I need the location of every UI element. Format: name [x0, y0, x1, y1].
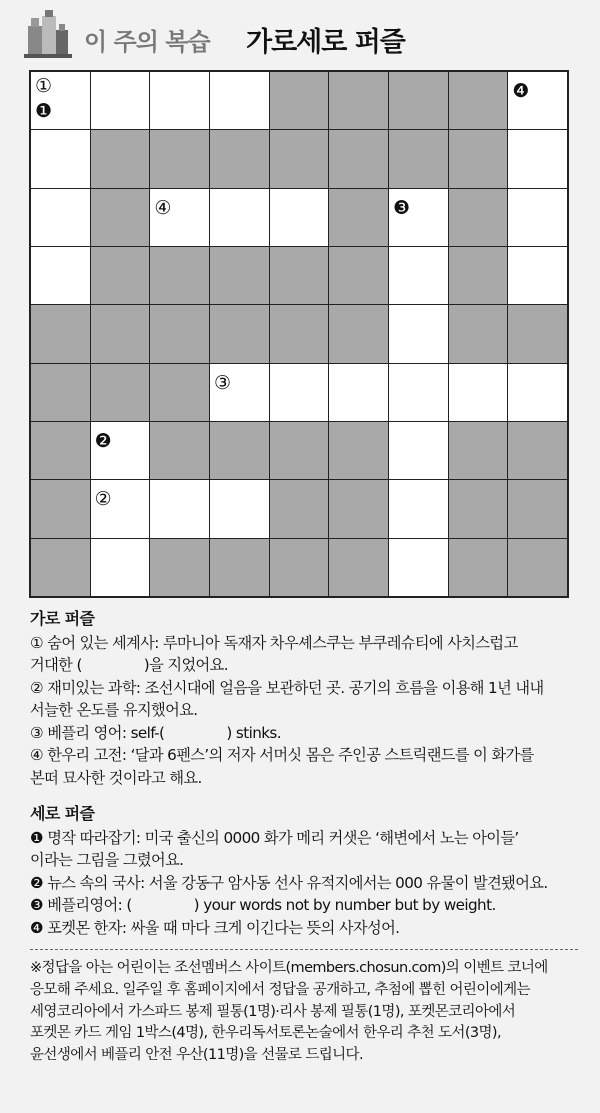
grid-cell-blocked: [91, 364, 150, 421]
clue-number-label: ①: [35, 75, 53, 97]
grid-cell-blocked: [449, 539, 508, 596]
grid-cell[interactable]: [91, 422, 150, 479]
grid-cell-blocked: [210, 305, 269, 362]
grid-cell-blocked: [508, 422, 567, 479]
grid-cell-blocked: [210, 539, 269, 596]
clue-text: ③ 베플리 영어: self-(: [30, 723, 165, 742]
grid-cell[interactable]: [270, 364, 329, 421]
grid-cell-blocked: [91, 189, 150, 246]
grid-cell[interactable]: [31, 130, 90, 187]
grid-cell[interactable]: [210, 189, 269, 246]
grid-cell[interactable]: [150, 72, 209, 129]
grid-cell-blocked: [150, 247, 209, 304]
grid-cell[interactable]: [449, 364, 508, 421]
clue-text: ) stinks.: [226, 723, 281, 742]
grid-cell-blocked: [270, 130, 329, 187]
grid-cell[interactable]: [91, 539, 150, 596]
clue-number-label: ②: [94, 488, 112, 511]
grid-cell-blocked: [210, 130, 269, 187]
down-clue-2: ❷ 뉴스 속의 국사: 서울 강동구 암사동 선사 유적지에서는 000 유물이 발견됐어요.: [30, 873, 548, 892]
clue-text: 거대한 (: [30, 656, 82, 674]
grid-cell[interactable]: [150, 480, 209, 537]
grid-cell-blocked: [449, 130, 508, 187]
grid-cell[interactable]: [389, 539, 448, 596]
grid-cell[interactable]: [150, 189, 209, 246]
grid-cell[interactable]: [210, 480, 269, 537]
grid-cell-blocked: [389, 130, 448, 187]
bottles-logo-icon: [22, 8, 74, 60]
grid-cell[interactable]: [91, 72, 150, 129]
grid-cell[interactable]: [210, 364, 269, 421]
grid-cell-blocked: [508, 539, 567, 596]
clue-text: ) your words not by number but by weight.: [193, 896, 496, 914]
clue-number-label: ④: [154, 196, 172, 219]
grid-cell[interactable]: [270, 189, 329, 246]
grid-cell[interactable]: [389, 364, 448, 421]
across-clue-3: [30, 722, 578, 745]
grid-cell-blocked: [150, 422, 209, 479]
grid-cell[interactable]: [389, 480, 448, 537]
grid-cell-blocked: [270, 480, 329, 537]
grid-cell[interactable]: [31, 189, 90, 246]
grid-cell-blocked: [449, 305, 508, 362]
grid-cell-blocked: [31, 480, 90, 537]
grid-cell-blocked: [150, 364, 209, 421]
across-clue-4-line2: 본떠 묘사한 것이라고 해요.: [30, 768, 202, 787]
grid-cell-blocked: [329, 247, 388, 304]
grid-cell-blocked: [150, 539, 209, 596]
down-clue-1-line2: 이라는 그림을 그렸어요.: [30, 851, 184, 869]
crossword-grid: [29, 70, 569, 598]
clue-text: ❸ 베플리영어: (: [30, 896, 132, 914]
grid-cell-blocked: [449, 480, 508, 537]
down-clue-3: [30, 894, 578, 917]
grid-cell-blocked: [270, 72, 329, 129]
across-clue-2-line1: ② 재미있는 과학: 조선시대에 얼음을 보관하던 곳. 공기의 흐름을 이용해 1년 내내: [30, 678, 544, 697]
notice-line: 응모해 주세요. 일주일 후 홈페이지에서 정답을 공개하고, 추첨에 뽑힌 어린이에게는: [30, 981, 530, 998]
down-heading: 세로 퍼즐: [30, 804, 95, 823]
clue-number-label: ③: [214, 371, 232, 394]
across-heading: 가로 퍼즐: [30, 609, 95, 628]
grid-cell[interactable]: [389, 247, 448, 304]
grid-cell-blocked: [270, 305, 329, 362]
grid-cell-blocked: [270, 422, 329, 479]
grid-cell-blocked: [91, 247, 150, 304]
header: [0, 0, 600, 70]
notice-line: 세영코리아에서 가스파드 봉제 필통(1명)·리사 봉제 필통(1명), 포켓몬코리아에서: [30, 1003, 516, 1020]
grid-cell-blocked: [210, 247, 269, 304]
grid-cell[interactable]: [389, 422, 448, 479]
grid-cell-blocked: [270, 539, 329, 596]
grid-cell-blocked: [91, 305, 150, 362]
grid-cell-blocked: [508, 305, 567, 362]
down-clue-1-line1: ❶ 명작 따라잡기: 미국 출신의 0000 화가 메리 커샛은 ‘해변에서 노는 아이들’: [30, 828, 519, 847]
notice-line: 포켓몬 카드 게임 1박스(4명), 한우리독서토론논술에서 한우리 추천 도서(3명),: [30, 1025, 501, 1042]
grid-cell-blocked: [329, 130, 388, 187]
grid-cell-blocked: [449, 72, 508, 129]
clues-panel: [30, 608, 578, 1067]
notice-line: ※정답을 아는 어린이는 조선멤버스 사이트(members.chosun.com)의 이벤트 코너에: [30, 960, 548, 976]
grid-cell-blocked: [150, 305, 209, 362]
grid-cell[interactable]: [210, 72, 269, 129]
across-clue-1-line1: ① 숨어 있는 세계사: 루마니아 독재자 차우셰스쿠는 부쿠레슈티에 사치스럽고: [30, 633, 518, 652]
grid-cell-blocked: [449, 422, 508, 479]
page-title: 가로세로 퍼즐: [246, 27, 405, 58]
grid-cell-blocked: [31, 305, 90, 362]
grid-cell[interactable]: [329, 364, 388, 421]
grid-cell-blocked: [270, 247, 329, 304]
clue-text: )을 지었어요.: [143, 656, 228, 674]
grid-cell-blocked: [329, 72, 388, 129]
clue-number-label: ❸: [393, 196, 411, 219]
grid-cell-blocked: [449, 247, 508, 304]
across-clue-2-line2: 서늘한 온도를 유지했어요.: [30, 701, 198, 719]
grid-cell-blocked: [31, 539, 90, 596]
across-clue-1-line2: [30, 654, 578, 677]
grid-cell[interactable]: [508, 247, 567, 304]
grid-cell[interactable]: [389, 305, 448, 362]
grid-cell-blocked: [150, 130, 209, 187]
grid-cell-blocked: [329, 480, 388, 537]
grid-cell-blocked: [508, 480, 567, 537]
grid-cell[interactable]: [508, 72, 567, 129]
grid-cell-blocked: [329, 305, 388, 362]
grid-cell-blocked: [31, 422, 90, 479]
section-title: 이 주의 복습: [84, 28, 210, 56]
grid-cell[interactable]: [389, 189, 448, 246]
notice-line: 윤선생에서 베플리 안전 우산(11명)을 선물로 드립니다.: [30, 1047, 363, 1064]
grid-cell[interactable]: [31, 247, 90, 304]
grid-cell-blocked: [389, 72, 448, 129]
across-clue-4-line1: ④ 한우리 고전: ‘달과 6펜스’의 저자 서머싯 몸은 주인공 스트릭랜드를 이 화가를: [30, 746, 534, 764]
grid-cell-blocked: [329, 189, 388, 246]
down-clue-4: ❹ 포켓몬 한자: 싸울 때 마다 크게 이긴다는 뜻의 사자성어.: [30, 918, 400, 937]
grid-cell-blocked: [329, 422, 388, 479]
grid-cell-blocked: [449, 189, 508, 246]
grid-cell[interactable]: [508, 130, 567, 187]
clue-number-label: ❷: [94, 429, 112, 452]
grid-cell[interactable]: [91, 480, 150, 537]
grid-cell[interactable]: [508, 364, 567, 421]
grid-cell-blocked: [329, 539, 388, 596]
grid-cell[interactable]: [508, 189, 567, 246]
grid-cell-blocked: [210, 422, 269, 479]
dashed-divider: [30, 949, 578, 950]
grid-cell-blocked: [91, 130, 150, 187]
grid-cell-blocked: [31, 364, 90, 421]
grid-cell[interactable]: [31, 72, 90, 129]
clue-number-label: ❶: [35, 100, 53, 122]
clue-number-label: ❹: [512, 80, 530, 102]
